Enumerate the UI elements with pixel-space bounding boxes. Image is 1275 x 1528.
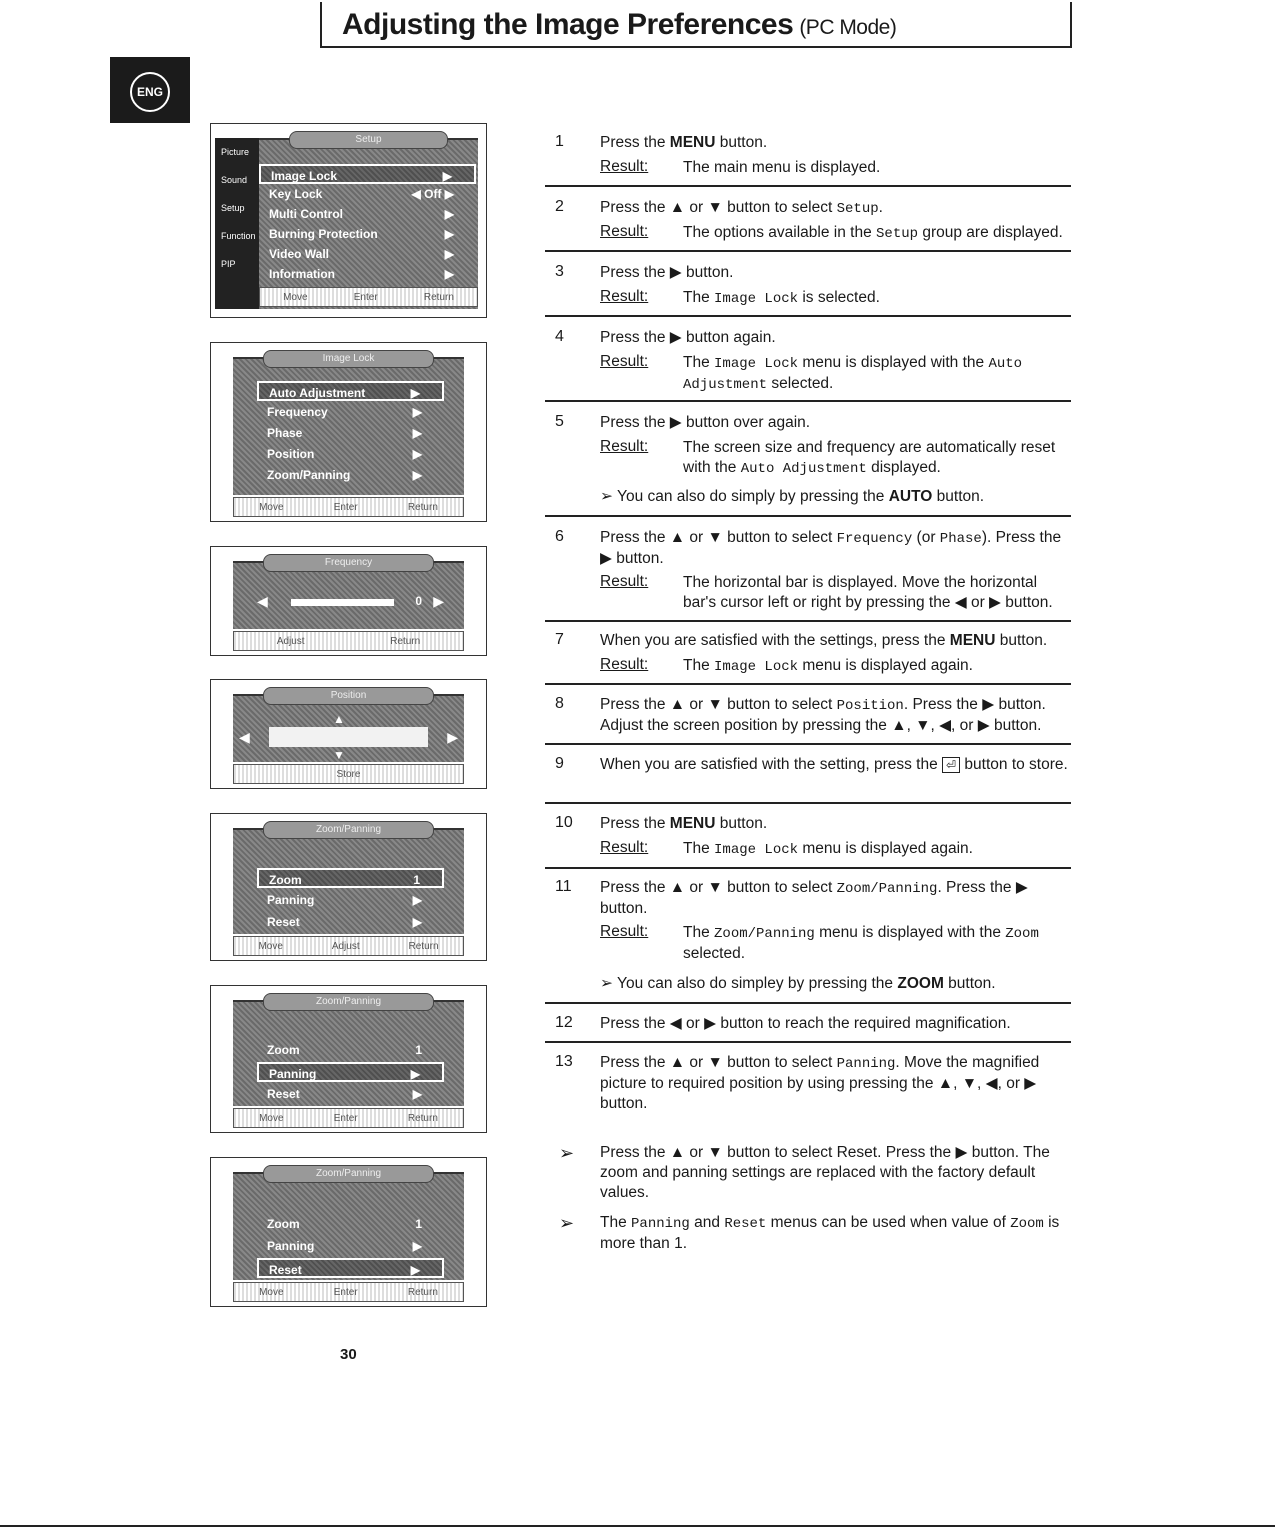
t-bold: ZOOM: [897, 975, 944, 992]
osd-title: Zoom/Panning: [263, 993, 434, 1011]
footer-return: Return: [390, 635, 421, 647]
position-field: [269, 727, 428, 747]
t-mono: Panning: [631, 1216, 690, 1232]
footer-adjust: Adjust: [276, 635, 305, 647]
osd-title: Position: [263, 687, 434, 705]
osd-row: [259, 204, 476, 224]
t: button.: [943, 975, 996, 992]
osd-row: [259, 164, 476, 184]
down-arrow-icon: ▼: [333, 748, 345, 762]
t-mono: Reset: [724, 1216, 767, 1232]
osd-footer: [233, 764, 464, 784]
tip-arrow-icon: ➢: [559, 1143, 575, 1163]
enter-icon: ⏎: [942, 757, 960, 773]
osd-footer: [233, 936, 464, 956]
osd-title: Image Lock: [263, 350, 434, 368]
osd-row: [259, 184, 476, 204]
row-val: ▶: [444, 207, 454, 221]
t: displayed.: [866, 459, 941, 476]
step-text: Press the ▶ button.: [600, 264, 734, 281]
footer-return: Return: [423, 291, 454, 303]
sidebar-function: Function: [221, 231, 256, 241]
row-name: Reset: [267, 915, 300, 929]
frequency-screen: [210, 546, 487, 656]
t-bold: AUTO: [888, 488, 933, 505]
step-text: [600, 631, 1070, 651]
footer-enter: Enter: [353, 291, 378, 303]
row-name: Frequency: [267, 405, 328, 419]
row-name: Position: [267, 447, 315, 461]
tip-arrow-icon: ➢: [559, 1213, 575, 1233]
osd-footer: [233, 1282, 464, 1302]
t: button.: [715, 134, 768, 151]
footer-enter: Enter: [333, 1286, 358, 1298]
row-val: ▶: [412, 893, 422, 907]
t: and: [689, 1214, 725, 1231]
step-text: Press the ◀ or ▶ button to reach the required magnification.: [600, 1015, 1011, 1032]
osd-title: Zoom/Panning: [263, 1165, 434, 1183]
step-number: 12: [555, 1014, 573, 1031]
step-text: [600, 133, 1070, 153]
zoom-panning-screen-reset: [210, 1157, 487, 1307]
step-text: [600, 814, 1070, 834]
image-lock-screen: [210, 342, 487, 522]
left-arrow-icon: ◀: [257, 593, 268, 609]
t: selected.: [683, 945, 746, 962]
result-text: [683, 923, 1071, 964]
osd-row: [257, 868, 444, 888]
osd-panel: [233, 1168, 464, 1280]
row-name: Reset: [267, 1087, 300, 1101]
result-label: Result:: [600, 656, 649, 673]
step-number: 3: [555, 263, 564, 280]
footer-move: Move: [259, 501, 284, 513]
tip-arrow-icon: ➢: [600, 975, 613, 992]
t: Press the ▲ or ▼ button to select: [600, 879, 837, 896]
osd-panel: [233, 557, 464, 629]
t-mono: Zoom: [1005, 926, 1039, 942]
osd-sidebar: [215, 138, 259, 309]
position-screen: [210, 679, 487, 789]
row-val: ▶: [412, 915, 422, 929]
t: button.: [995, 632, 1048, 649]
t: ). Press the ▶ button.: [600, 529, 1062, 567]
osd-footer: [259, 287, 478, 307]
t-bold: MENU: [669, 134, 716, 151]
result-text: [683, 438, 1071, 479]
right-arrow-icon: ▶: [433, 593, 444, 609]
zoom-panning-screen-panning: [210, 985, 487, 1133]
row-name: Video Wall: [269, 247, 330, 261]
title-text: Adjusting the Image Preferences: [342, 8, 794, 41]
t: .: [878, 199, 883, 216]
left-arrow-icon: ◀: [239, 729, 250, 745]
t: The screen size and frequency are automatically reset with the: [683, 439, 1056, 476]
step-number: 5: [555, 413, 564, 430]
row-val: ▶: [412, 1087, 422, 1101]
osd-panel: [233, 824, 464, 934]
osd-row: [257, 1214, 444, 1234]
osd-title: Setup: [289, 131, 448, 149]
separator: [545, 315, 1071, 317]
t-mono: Image Lock: [714, 291, 799, 307]
step-text: [600, 528, 1070, 569]
row-val: ▶: [412, 447, 422, 461]
footer-return: Return: [407, 501, 438, 513]
step-number: 13: [555, 1053, 573, 1070]
step-text: Press the ▶ button over again.: [600, 414, 811, 431]
footer-move: Move: [259, 1286, 284, 1298]
note: [600, 487, 984, 506]
t: Press the ▲ or ▼ button to select: [600, 529, 837, 546]
row-name: Zoom: [267, 1217, 300, 1231]
step-number: 1: [555, 133, 564, 150]
t-mono: Image Lock: [714, 842, 799, 858]
osd-row: [259, 264, 476, 284]
osd-row: [257, 1258, 444, 1278]
setup-menu-screen: [210, 123, 487, 318]
t: Press the ▲ or ▼ button to select: [600, 199, 837, 216]
t: button.: [932, 488, 985, 505]
t-mono: Panning: [836, 1056, 896, 1072]
osd-row: [259, 244, 476, 264]
t-mono: Zoom/Panning: [714, 926, 815, 942]
step-number: 10: [555, 814, 573, 831]
t-mono: Image Lock: [714, 659, 799, 675]
row-val: ▶: [410, 1263, 420, 1277]
t: Press the ▲ or ▼ button to select: [600, 696, 837, 713]
tip-text: Press the ▲ or ▼ button to select Reset. Press the ▶ button. The zoom and panning settings are replaced with the factory default values.: [600, 1144, 1050, 1201]
up-arrow-icon: ▲: [333, 712, 345, 726]
t: When you are satisfied with the setting, press the: [600, 756, 943, 773]
osd-row: [257, 444, 444, 464]
row-val: ▶: [444, 227, 454, 241]
t: The: [683, 354, 715, 371]
footer-move: Move: [283, 291, 308, 303]
result-text: The main menu is displayed.: [683, 159, 881, 176]
t-mono: Zoom/Panning: [836, 881, 938, 897]
row-val: 1: [413, 873, 420, 887]
osd-panel: [233, 353, 464, 495]
footer-return: Return: [407, 1112, 438, 1124]
osd-panel: [233, 996, 464, 1106]
page-header: [320, 2, 1072, 48]
result-label: Result:: [600, 923, 649, 940]
t: (or: [912, 529, 940, 546]
row-val: 1: [415, 1217, 422, 1231]
t: Press the ▲ or ▼ button to select: [600, 1054, 837, 1071]
row-name: Multi Control: [269, 207, 343, 221]
result-label: Result:: [600, 839, 649, 856]
row-val: ▶: [412, 405, 422, 419]
osd-title: Zoom/Panning: [263, 821, 434, 839]
footer-enter: Enter: [333, 501, 358, 513]
t: You can also do simply by pressing the: [617, 488, 889, 505]
t: button to store.: [960, 756, 1068, 773]
separator: [545, 250, 1071, 252]
separator: [545, 802, 1071, 804]
separator: [545, 743, 1071, 745]
t-bold: MENU: [669, 815, 716, 832]
t: . Move the magnified picture to required position by using pressing the ▲, ▼, ◀, or ▶ button.: [600, 1054, 1040, 1112]
step-text: [600, 695, 1070, 736]
separator: [545, 683, 1071, 685]
step-number: 4: [555, 328, 564, 345]
osd-row: [257, 890, 444, 910]
t: menus can be used when value of: [766, 1214, 1011, 1231]
t: menu is displayed again.: [798, 657, 973, 674]
t-mono: Frequency: [836, 531, 913, 547]
t: The: [683, 840, 715, 857]
row-name: Auto Adjustment: [269, 386, 366, 400]
row-name: Zoom/Panning: [267, 468, 351, 482]
row-val: ▶: [410, 1067, 420, 1081]
t: menu is displayed with the: [798, 354, 989, 371]
sidebar-pip: PIP: [221, 259, 236, 269]
footer-adjust: Adjust: [331, 940, 360, 952]
t: selected.: [767, 375, 834, 392]
separator: [545, 1041, 1071, 1043]
osd-row: [257, 1236, 444, 1256]
t: The: [683, 289, 715, 306]
row-val: ▶: [442, 169, 452, 183]
t: You can also do simpley by pressing the: [617, 975, 898, 992]
osd-row: [257, 465, 444, 485]
row-name: Information: [269, 267, 335, 281]
footer-move: Move: [258, 940, 283, 952]
result-label: Result:: [600, 223, 649, 240]
osd-title: Frequency: [263, 554, 434, 572]
separator: [545, 1002, 1071, 1004]
row-name: Panning: [267, 893, 315, 907]
step-number: 11: [555, 878, 572, 895]
result-text: [683, 656, 1071, 677]
t-mono: Zoom: [1010, 1216, 1044, 1232]
t: is selected.: [798, 289, 880, 306]
t: The: [683, 657, 715, 674]
result-label: Result:: [600, 353, 649, 370]
eng-badge: ENG: [130, 72, 170, 112]
t-mono: Image Lock: [714, 356, 799, 372]
t-mono: Position: [836, 698, 904, 714]
step-number: 7: [555, 631, 564, 648]
sidebar-picture: Picture: [221, 147, 250, 157]
row-val: 1: [415, 1043, 422, 1057]
result-label: Result:: [600, 438, 649, 455]
row-val: ▶: [444, 267, 454, 281]
t: The: [683, 924, 715, 941]
t-mono: Auto Adjustment: [740, 461, 867, 477]
result-text: [683, 288, 1071, 309]
t: Press the: [600, 134, 670, 151]
row-name: Key Lock: [269, 187, 323, 201]
step-text: [600, 878, 1070, 919]
sidebar-sound: Sound: [221, 175, 248, 185]
step-text: [600, 1053, 1070, 1114]
t: The: [600, 1214, 632, 1231]
separator: [545, 400, 1071, 402]
page-number: 30: [340, 1346, 357, 1363]
tip-arrow-icon: ➢: [600, 488, 613, 505]
t-bold: MENU: [949, 632, 996, 649]
osd-panel: [233, 690, 464, 762]
t-mono: Auto Adjustment: [683, 356, 1023, 393]
osd-panel: [259, 134, 478, 309]
t: . Press the ▶ button. Adjust the screen position by pressing the ▲, ▼, ◀, or ▶ button.: [600, 696, 1046, 734]
result-label: Result:: [600, 158, 649, 175]
t-mono: Setup: [836, 201, 879, 217]
frequency-bar: [291, 599, 394, 606]
osd-row: [257, 381, 444, 401]
step-text: Press the ▶ button again.: [600, 329, 776, 346]
footer-move: Move: [259, 1112, 284, 1124]
footer-return: Return: [408, 940, 439, 952]
t: Press the: [600, 815, 670, 832]
result-text: [683, 353, 1071, 395]
note: [600, 974, 996, 993]
t: button.: [715, 815, 768, 832]
row-name: Zoom: [267, 1043, 300, 1057]
row-val: ▶: [412, 1239, 422, 1253]
step-number: 6: [555, 528, 564, 545]
osd-footer: [233, 497, 464, 517]
t: is more than 1.: [600, 1214, 1060, 1252]
osd-row: [257, 402, 444, 422]
row-val: ▶: [444, 247, 454, 261]
separator: [545, 185, 1071, 187]
language-tab: [110, 57, 190, 123]
t: . Press the ▶ button.: [600, 879, 1028, 917]
zoom-panning-screen-zoom: [210, 813, 487, 961]
separator: [545, 867, 1071, 869]
t: menu is displayed again.: [798, 840, 973, 857]
row-name: Reset: [269, 1263, 302, 1277]
tip-text: [600, 1213, 1060, 1254]
row-name: Panning: [269, 1067, 317, 1081]
t: group are displayed.: [918, 224, 1063, 241]
osd-row: [257, 1040, 444, 1060]
row-val: ▶: [410, 386, 420, 400]
t-mono: Phase: [939, 531, 982, 547]
page-title: [342, 8, 896, 42]
result-label: Result:: [600, 573, 649, 590]
row-name: Image Lock: [271, 169, 338, 183]
frequency-value: 0: [415, 594, 422, 608]
t-mono: Setup: [876, 226, 919, 242]
row-val: ◀ Off ▶: [411, 187, 454, 201]
step-number: 8: [555, 695, 564, 712]
result-text: [683, 839, 1071, 860]
step-number: 9: [555, 755, 564, 772]
row-name: Panning: [267, 1239, 315, 1253]
row-name: Burning Protection: [269, 227, 378, 241]
osd-row: [257, 423, 444, 443]
t: menu is displayed with the: [814, 924, 1006, 941]
result-label: Result:: [600, 288, 649, 305]
osd-row: [257, 1084, 444, 1104]
separator: [545, 620, 1071, 622]
t: The options available in the: [683, 224, 877, 241]
osd-row: [257, 1062, 444, 1082]
row-name: Phase: [267, 426, 303, 440]
osd-row: [259, 224, 476, 244]
result-text: The horizontal bar is displayed. Move the horizontal bar's cursor left or right by pressing the ◀ or ▶ button.: [683, 574, 1053, 611]
title-subtitle: (PC Mode): [799, 16, 897, 39]
row-val: ▶: [412, 468, 422, 482]
step-text: [600, 755, 1070, 775]
step-number: 2: [555, 198, 564, 215]
sidebar-setup: Setup: [221, 203, 245, 213]
result-text: [683, 223, 1071, 244]
footer-return: Return: [407, 1286, 438, 1298]
osd-footer: [233, 631, 464, 651]
t: When you are satisfied with the settings, press the: [600, 632, 950, 649]
footer-store: Store: [336, 768, 361, 780]
row-val: ▶: [412, 426, 422, 440]
footer-enter: Enter: [333, 1112, 358, 1124]
step-text: [600, 198, 1070, 219]
osd-footer: [233, 1108, 464, 1128]
right-arrow-icon: ▶: [447, 729, 458, 745]
bottom-rule: [0, 1525, 1275, 1527]
row-name: Zoom: [269, 873, 302, 887]
osd-row: [257, 912, 444, 932]
separator: [545, 515, 1071, 517]
